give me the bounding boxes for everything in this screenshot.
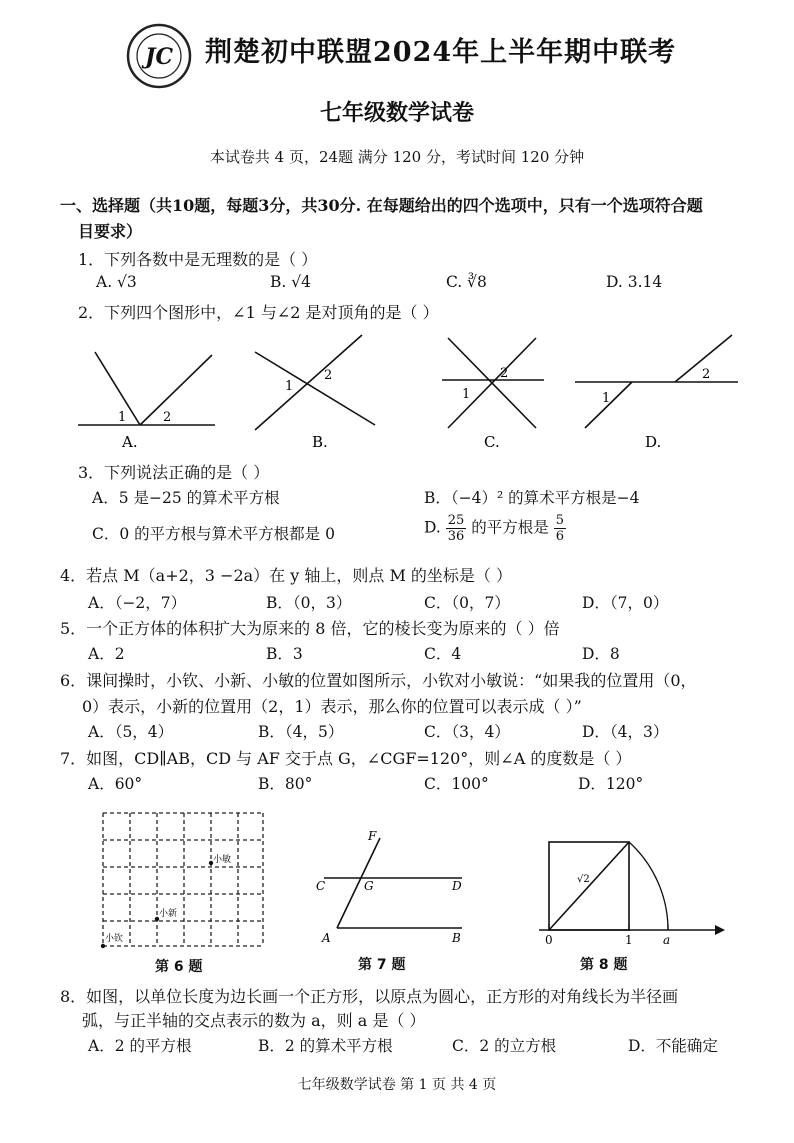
q6-option-b: B．（4，5）: [258, 723, 344, 741]
fig6-label-xiaoxin: 小新: [159, 909, 178, 919]
q1-option-a: A. √3: [96, 273, 137, 291]
fig6-caption: 第 6 题: [155, 959, 203, 975]
q3-d-frac2-num: 5: [555, 513, 564, 528]
q1-option-d: D. 3.14: [606, 273, 663, 291]
q2-option-d: D.: [645, 433, 662, 450]
q3-d-middle: 的平方根是: [471, 518, 549, 537]
q5-option-a: A．2: [88, 645, 125, 663]
fig8-diag-label: √2: [577, 874, 590, 885]
fig7-label-A: A: [322, 931, 331, 945]
q4-option-a: A．（−2，7）: [88, 594, 187, 612]
fig8-label-one: 1: [625, 933, 633, 946]
fig7-caption: 第 7 题: [358, 957, 406, 973]
q2d-angle1: 1: [602, 391, 611, 406]
q8-option-a: A．2 的平方根: [88, 1037, 192, 1055]
q2-figure-a: [78, 352, 215, 450]
q6-option-c: C．（3，4）: [424, 723, 510, 741]
q5-option-c: C．4: [424, 645, 462, 663]
q3-d-frac2-den: 6: [555, 529, 564, 544]
q2-option-a: A.: [122, 433, 138, 450]
q4-option-d: D．（7，0）: [582, 594, 669, 612]
fig6-grid: [98, 808, 268, 950]
q6-stem-cont: 0）表示，小新的位置用（2，1）表示，那么你的位置可以表示成（ ）”: [82, 697, 582, 716]
q3-d-frac1-den: 36: [447, 529, 465, 544]
fig8-label-a: a: [663, 933, 671, 946]
q3-d-prefix: D.: [424, 518, 441, 537]
q6-stem: 6．课间操时，小钦、小新、小敏的位置如图所示，小钦对小敏说：“如果我的位置用（0，: [60, 671, 697, 690]
q6-option-a: A．（5，4）: [88, 723, 174, 741]
school-logo: [125, 22, 193, 90]
exam-title: 荆楚初中联盟2024年上半年期中联考: [205, 37, 677, 68]
q7-stem: 7．如图，CD∥AB，CD 与 AF 交于点 G，∠CGF=120°，则∠A 的度数是（ ）: [60, 749, 632, 768]
q3-option-a: A．5 是−25 的算术平方根: [92, 489, 280, 507]
q5-option-b: B．3: [266, 645, 303, 663]
q3-d-fraction-1: [446, 513, 467, 544]
page-footer: 七年级数学试卷 第 1 页 共 4 页: [297, 1077, 497, 1093]
q8-stem: 8．如图，以单位长度为边长画一个正方形，以原点为圆心，正方形的对角线长为半径画: [60, 987, 679, 1006]
q8-option-d: D．不能确定: [628, 1037, 718, 1055]
section-heading: 一、选择题（共10题，每题3分，共30分. 在每题给出的四个选项中，只有一个选项符合题: [60, 196, 703, 215]
q1-option-c: C. ∛8: [446, 273, 487, 291]
q1-stem: 1．下列各数中是无理数的是（ ）: [78, 250, 318, 269]
fig8-caption: 第 8 题: [580, 957, 628, 973]
q7-option-c: C．100°: [424, 775, 489, 793]
q4-option-b: B．（0，3）: [266, 594, 352, 612]
q5-option-d: D．8: [582, 645, 620, 663]
q4-option-c: C．（0，7）: [424, 594, 510, 612]
q2b-angle1: 1: [285, 379, 294, 394]
q8-option-c: C．2 的立方根: [452, 1037, 557, 1055]
fig8-number-line: [535, 834, 733, 946]
q2d-angle2: 2: [702, 367, 711, 382]
q2-figures: [70, 330, 770, 450]
q2a-angle1: 1: [118, 410, 127, 425]
q5-stem: 5．一个正方体的体积扩大为原来的 8 倍，它的棱长变为原来的（ ）倍: [60, 619, 560, 638]
q2c-angle2: 2: [500, 366, 509, 381]
q2-figure-b: [255, 335, 375, 450]
fig7-label-F: F: [368, 829, 377, 843]
fig6-label-xiaomin: 小敏: [213, 855, 232, 865]
q3-option-c: C．0 的平方根与算术平方根都是 0: [92, 525, 335, 543]
q3-d-fraction-2: [554, 513, 566, 544]
q2-figure-d: [575, 335, 738, 450]
q2-stem: 2．下列四个图形中，∠1 与∠2 是对顶角的是（ ）: [78, 303, 439, 322]
q8-option-b: B．2 的算术平方根: [258, 1037, 393, 1055]
fig6-label-xiaoqin: 小钦: [105, 934, 124, 944]
q8-stem-cont: 弧，与正半轴的交点表示的数为 a，则 a 是（ ）: [82, 1011, 426, 1030]
q6-option-d: D．（4，3）: [582, 723, 669, 741]
paper-subtitle: 七年级数学试卷: [319, 100, 474, 126]
exam-info: 本试卷共 4 页，24题 满分 120 分，考试时间 120 分钟: [209, 148, 585, 166]
q7-option-b: B．80°: [258, 775, 313, 793]
fig8-label-zero: 0: [545, 933, 553, 946]
q2-option-b: B.: [312, 433, 328, 450]
fig7-label-D: D: [452, 879, 462, 893]
q7-option-a: A．60°: [88, 775, 143, 793]
q1-option-b: B. √4: [270, 273, 311, 291]
fig7-label-G: G: [364, 879, 374, 893]
section-heading-cont: 目要求）: [78, 222, 143, 241]
logo-text: JC: [145, 44, 173, 70]
fig7-label-C: C: [316, 879, 326, 893]
fig7-parallel-lines: [312, 826, 472, 948]
q2a-angle2: 2: [163, 410, 172, 425]
q4-stem: 4．若点 M（a+2，3 −2a）在 y 轴上，则点 M 的坐标是（ ）: [60, 566, 513, 585]
q3-option-b: B．（−4）² 的算术平方根是−4: [424, 489, 640, 507]
q2b-angle2: 2: [324, 368, 333, 383]
q3-d-frac1-num: 25: [447, 513, 465, 528]
q3-stem: 3．下列说法正确的是（ ）: [78, 463, 270, 482]
q2c-angle1: 1: [462, 387, 471, 402]
q3-option-d: [424, 513, 566, 544]
q2-option-c: C.: [484, 433, 500, 450]
q7-option-d: D．120°: [578, 775, 644, 793]
fig7-label-B: B: [452, 931, 461, 945]
q2-figure-c: [442, 338, 544, 450]
